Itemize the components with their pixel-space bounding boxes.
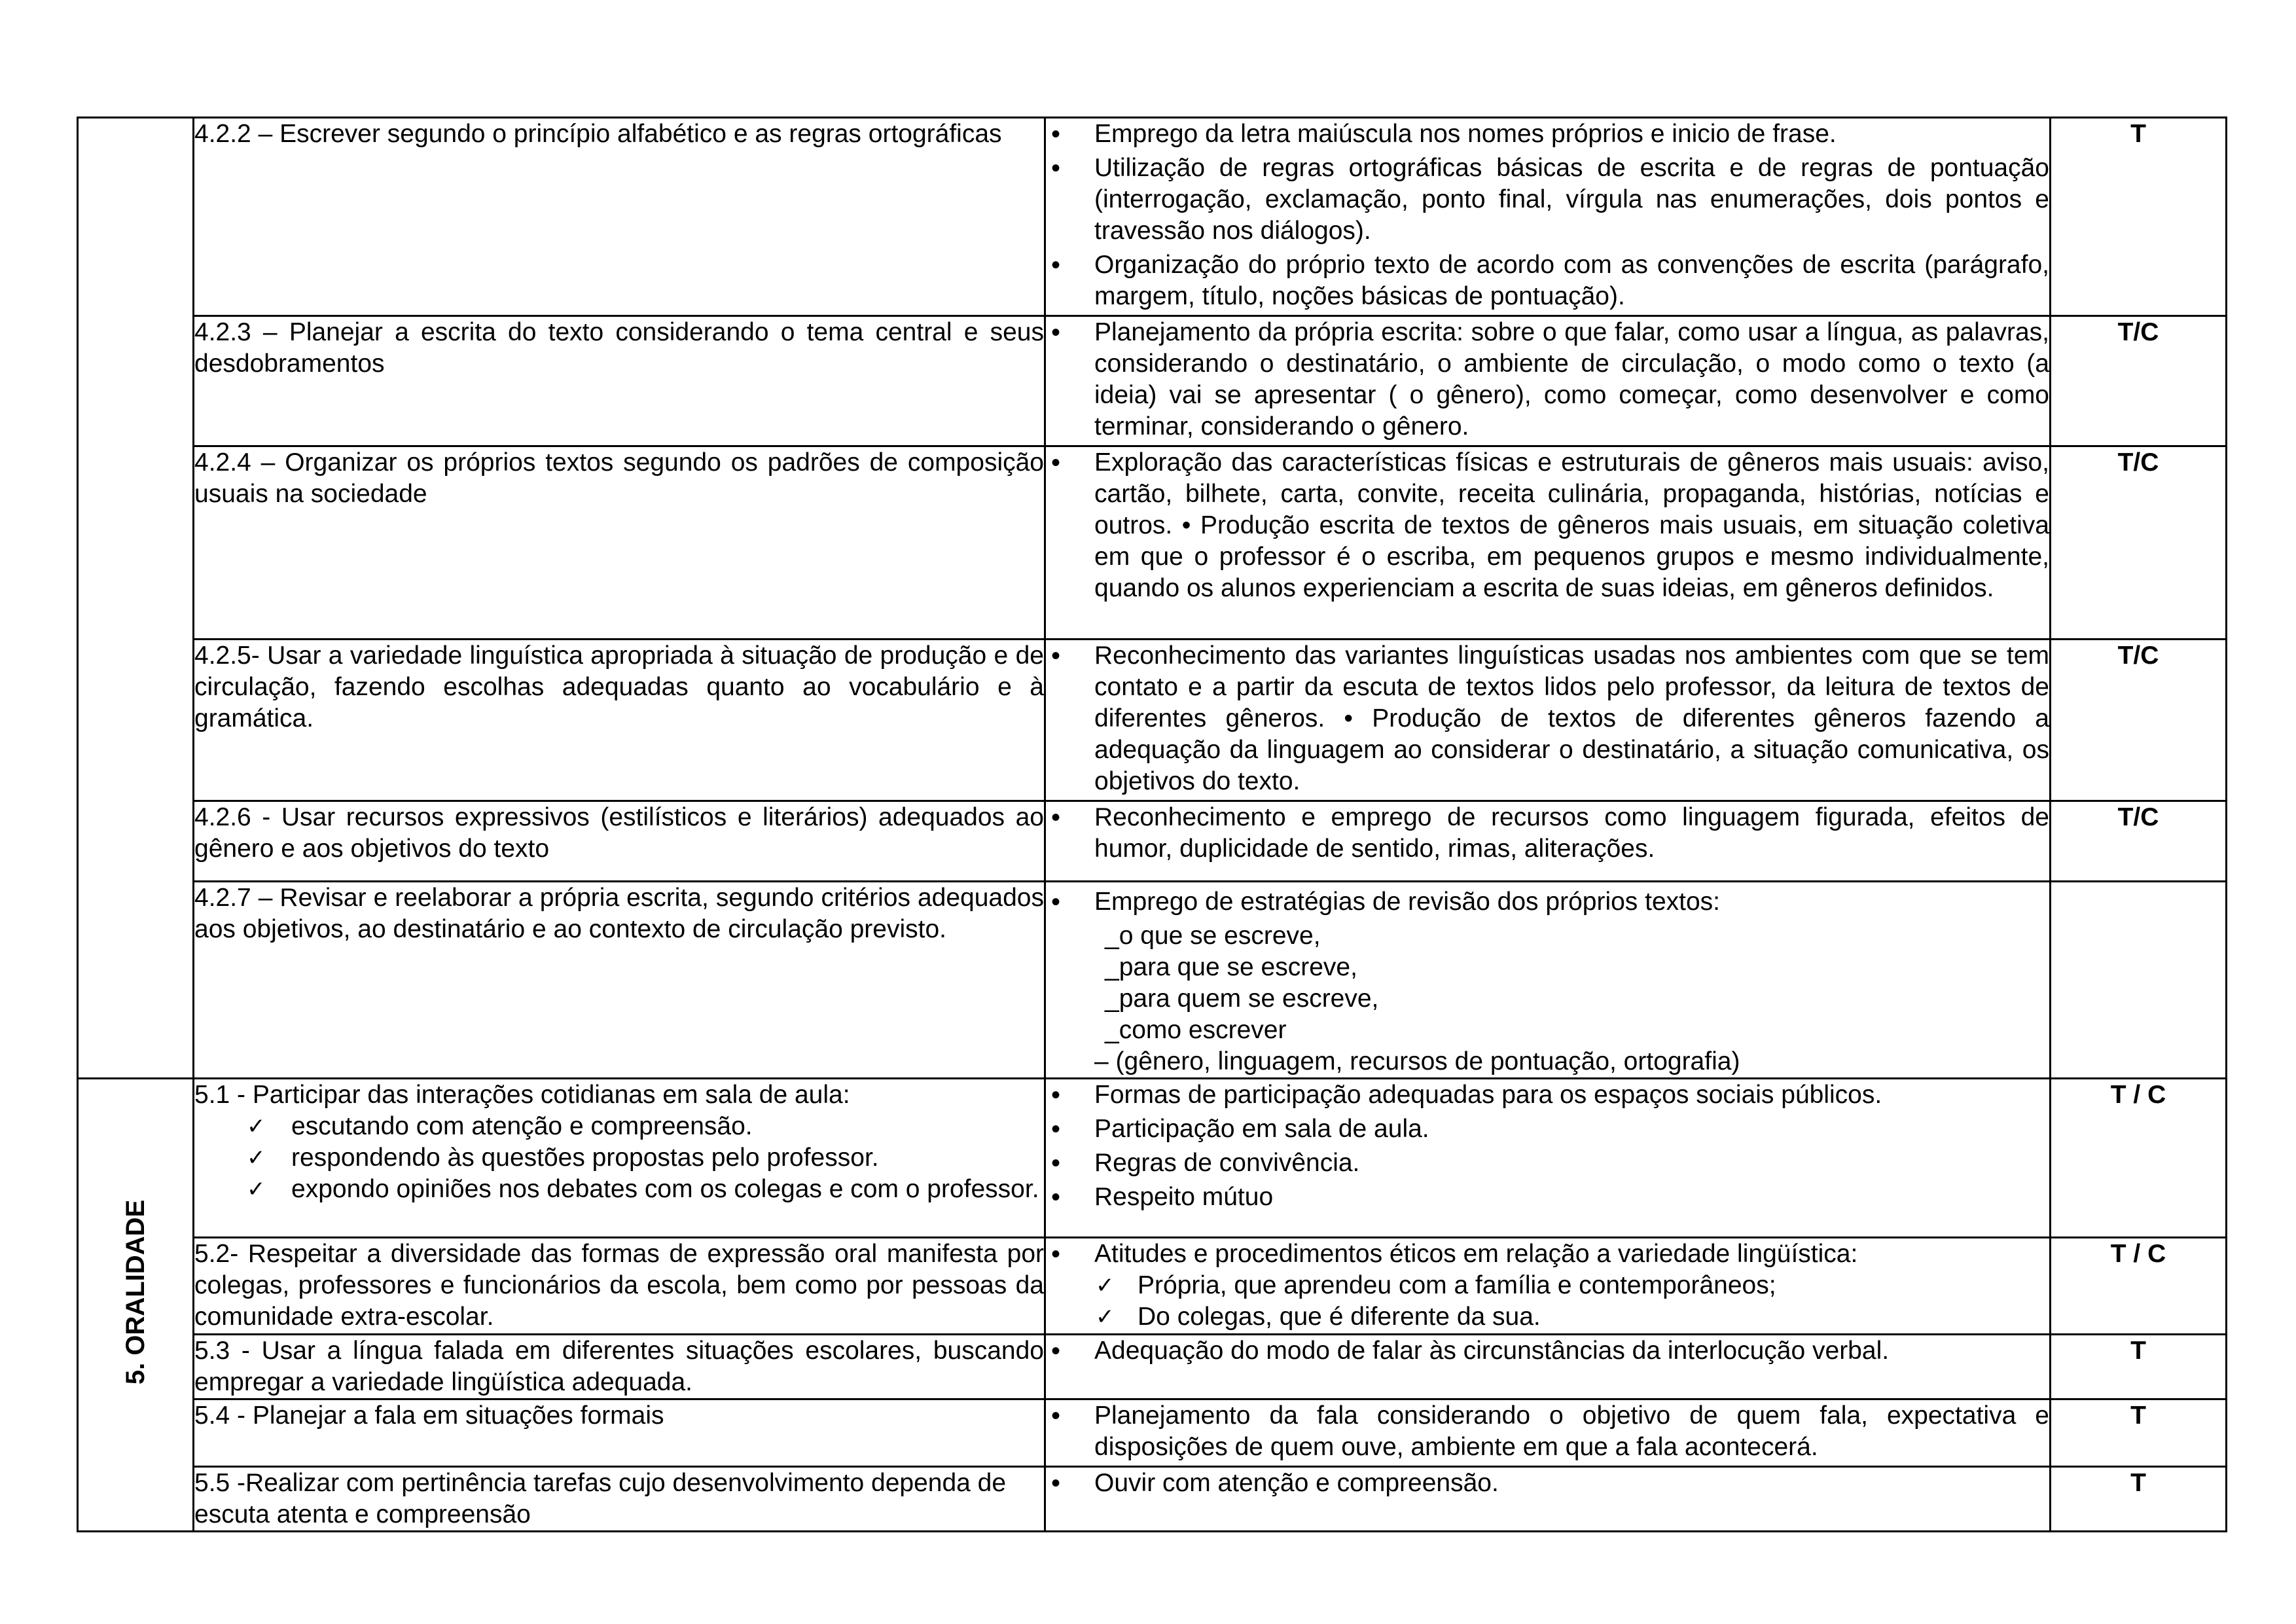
list-item: • Regras de convivência. xyxy=(1046,1147,2049,1179)
list-item: • Organização do próprio texto de acordo com as convenções de escrita (parágrafo, margem, título, noções básicas de pontuação). xyxy=(1046,249,2049,312)
content-list xyxy=(1046,118,2049,312)
objective-text: 5.1 - Participar das interações cotidianas em sala de aula: xyxy=(194,1081,850,1109)
code-cell: T/C xyxy=(2051,640,2227,801)
content-list xyxy=(1046,1468,2049,1499)
section-cell-empty xyxy=(78,118,194,1079)
objective-cell: 5.3 - Usar a língua falada em diferentes situações escolares, buscando empregar a variedade lingüística adequada. xyxy=(194,1335,1045,1399)
list-item: • Reconhecimento das variantes linguísticas usadas nos ambientes com que se tem contato e a partir da escuta de textos lidos pelo professor, da leitura de textos de diferentes gêneros. • Produção de textos de diferentes gêneros fazendo a adequação da linguagem ao considerar o destinatário, a situação comunicativa, os objetivos do texto. xyxy=(1046,640,2049,797)
objective-cell: 4.2.5- Usar a variedade linguística apropriada à situação de produção e de circulação, fazendo escolhas adequadas quanto ao vocabulário e à gramática. xyxy=(194,640,1045,801)
review-tail: – (gênero, linguagem, recursos de pontuação, ortografia) xyxy=(1094,1047,1740,1075)
content-list xyxy=(1046,1400,2049,1463)
table-row xyxy=(78,1399,2227,1467)
review-subline: _como escrever xyxy=(1105,1016,1287,1044)
list-item: • Ouvir com atenção e compreensão. xyxy=(1046,1468,2049,1499)
objective-cell: 5.4 - Planejar a fala em situações formais xyxy=(194,1399,1045,1467)
content-cell xyxy=(1045,118,2051,316)
content-cell xyxy=(1045,446,2051,640)
table-row xyxy=(78,1079,2227,1238)
table-row xyxy=(78,1467,2227,1532)
content-cell xyxy=(1045,1467,2051,1532)
content-cell xyxy=(1045,1238,2051,1335)
code-cell: T/C xyxy=(2051,801,2227,882)
review-subline: _para quem se escreve, xyxy=(1105,984,1379,1013)
list-item: • Adequação do modo de falar às circunstâncias da interlocução verbal. xyxy=(1046,1335,2049,1367)
content-list xyxy=(1046,1079,2049,1213)
table-row xyxy=(78,1335,2227,1399)
code-cell xyxy=(2051,882,2227,1079)
list-item: • Reconhecimento e emprego de recursos como linguagem figurada, efeitos de humor, duplicidade de sentido, rimas, aliterações. xyxy=(1046,802,2049,865)
list-item: • Exploração das características físicas e estruturais de gêneros mais usuais: aviso, cartão, bilhete, carta, convite, receita culinária, propaganda, histórias, notícias e outros. • Produção escrita de textos de gêneros mais usuais, em situação coletiva em que o professor é o escriba, em pequenos grupos e mesmo individualmente, quando os alunos experienciam a escrita de suas ideias, em gêneros definidos. xyxy=(1046,447,2049,604)
code-cell: T / C xyxy=(2051,1238,2227,1335)
table-row xyxy=(78,1238,2227,1335)
code-cell: T/C xyxy=(2051,316,2227,446)
section-label: 5. ORALIDADE xyxy=(121,1199,150,1385)
objective-cell: 5.5 -Realizar com pertinência tarefas cujo desenvolvimento dependa de escuta atenta e compreensão xyxy=(194,1467,1045,1532)
code-cell: T / C xyxy=(2051,1079,2227,1238)
list-item: • Emprego da letra maiúscula nos nomes próprios e inicio de frase. xyxy=(1046,118,2049,150)
objective-cell: 4.2.4 – Organizar os próprios textos segundo os padrões de composição usuais na sociedade xyxy=(194,446,1045,640)
table-row xyxy=(78,446,2227,640)
list-item: • Utilização de regras ortográficas básicas de escrita e de regras de pontuação (interrogação, exclamação, ponto final, vírgula nas enumerações, dois pontos e travessão nos diálogos). xyxy=(1046,153,2049,247)
curriculum-table xyxy=(77,117,2227,1532)
content-cell xyxy=(1045,1335,2051,1399)
content-list xyxy=(1046,640,2049,797)
check-item: ✓ expondo opiniões nos debates com os colegas e com o professor. xyxy=(194,1174,1044,1205)
content-checklist xyxy=(1046,1270,2049,1333)
objective-cell: 4.2.2 – Escrever segundo o princípio alfabético e as regras ortográficas xyxy=(194,118,1045,316)
check-item: ✓ Do colegas, que é diferente da sua. xyxy=(1046,1301,2049,1333)
objective-cell: 4.2.6 - Usar recursos expressivos (estilísticos e literários) adequados ao gênero e aos objetivos do texto xyxy=(194,801,1045,882)
objective-cell: 4.2.7 – Revisar e reelaborar a própria escrita, segundo critérios adequados aos objetivos, ao destinatário e ao contexto de circulação previsto. xyxy=(194,882,1045,1079)
table-row xyxy=(78,882,2227,1079)
list-item: • Respeito mútuo xyxy=(1046,1182,2049,1213)
content-cell xyxy=(1045,1079,2051,1238)
content-cell xyxy=(1045,882,2051,1079)
check-item: ✓ escutando com atenção e compreensão. xyxy=(194,1111,1044,1142)
table-row xyxy=(78,640,2227,801)
objective-cell: 4.2.3 – Planejar a escrita do texto considerando o tema central e seus desdobramentos xyxy=(194,316,1045,446)
section-cell xyxy=(78,1079,194,1532)
objective-cell xyxy=(194,1079,1045,1238)
content-list xyxy=(1046,447,2049,604)
content-list xyxy=(1046,1238,2049,1270)
content-cell xyxy=(1045,316,2051,446)
content-cell xyxy=(1045,640,2051,801)
review-subline: _para que se escreve, xyxy=(1105,953,1357,981)
list-item: • Formas de participação adequadas para os espaços sociais públicos. xyxy=(1046,1079,2049,1111)
code-cell: T xyxy=(2051,1467,2227,1532)
content-list xyxy=(1046,886,2049,918)
code-cell: T/C xyxy=(2051,446,2227,640)
list-item: • Planejamento da própria escrita: sobre o que falar, como usar a língua, as palavras, considerando o destinatário, o ambiente de circulação, o modo como o texto (a ideia) vai se apresentar ( o gênero), como começar, como desenvolver e como terminar, considerando o gênero. xyxy=(1046,317,2049,442)
list-item: • Atitudes e procedimentos éticos em relação a variedade lingüística: xyxy=(1046,1238,2049,1270)
table-row xyxy=(78,316,2227,446)
objective-checklist xyxy=(194,1111,1044,1205)
review-subline: _o que se escreve, xyxy=(1105,922,1321,950)
list-item: • Emprego de estratégias de revisão dos próprios textos: xyxy=(1046,886,2049,918)
content-cell xyxy=(1045,1399,2051,1467)
content-cell xyxy=(1045,801,2051,882)
code-cell: T xyxy=(2051,1335,2227,1399)
list-item: • Planejamento da fala considerando o objetivo de quem fala, expectativa e disposições de quem ouve, ambiente em que a fala acontecerá. xyxy=(1046,1400,2049,1463)
content-list xyxy=(1046,1335,2049,1367)
content-list xyxy=(1046,317,2049,442)
table-row xyxy=(78,118,2227,316)
list-item: • Participação em sala de aula. xyxy=(1046,1113,2049,1145)
check-item: ✓ respondendo às questões propostas pelo professor. xyxy=(194,1142,1044,1174)
content-list xyxy=(1046,802,2049,865)
code-cell: T xyxy=(2051,118,2227,316)
objective-cell: 5.2- Respeitar a diversidade das formas de expressão oral manifesta por colegas, professores e funcionários da escola, bem como por pessoas da comunidade extra-escolar. xyxy=(194,1238,1045,1335)
table-row xyxy=(78,801,2227,882)
code-cell: T xyxy=(2051,1399,2227,1467)
check-item: ✓ Própria, que aprendeu com a família e contemporâneos; xyxy=(1046,1270,2049,1301)
